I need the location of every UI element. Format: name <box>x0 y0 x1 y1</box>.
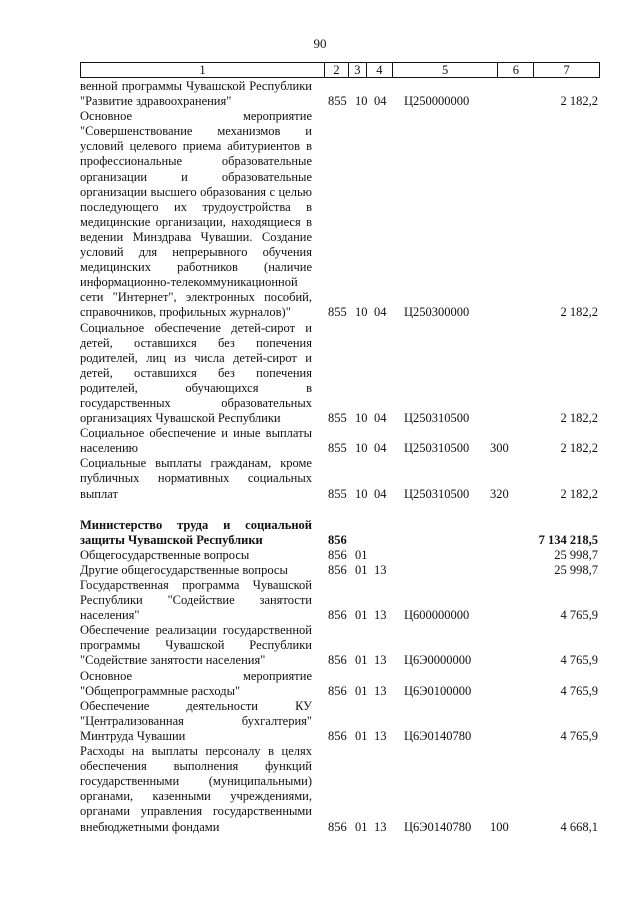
ministry-code: 855 <box>328 94 347 109</box>
section-code: 01 <box>355 653 368 668</box>
table-row <box>80 109 600 320</box>
subsection-code: 04 <box>374 305 387 320</box>
amount: 4 765,9 <box>560 683 598 698</box>
amount: 2 182,2 <box>560 441 598 456</box>
header-col-3: 3 <box>349 63 367 77</box>
section-code: 01 <box>355 608 368 623</box>
amount: 7 134 218,5 <box>538 532 598 547</box>
section-code: 01 <box>355 562 368 577</box>
row-name: Общегосударственные вопросы <box>80 547 250 562</box>
target-article-code: Ц6Э0000000 <box>404 653 472 668</box>
table-row <box>80 426 600 456</box>
subsection-code: 04 <box>374 486 387 501</box>
section-code: 10 <box>355 94 368 109</box>
amount: 4 765,9 <box>560 608 598 623</box>
subsection-code: 13 <box>374 653 387 668</box>
header-col-2: 2 <box>325 63 349 77</box>
table-row <box>80 79 600 109</box>
section-code: 10 <box>355 486 368 501</box>
expense-type-code: 320 <box>490 486 509 501</box>
target-article-code: Ц250300000 <box>404 305 470 320</box>
target-article-code: Ц6Э0100000 <box>404 683 472 698</box>
ministry-code: 855 <box>328 486 347 501</box>
row-name: Министерство труда и социальной защиты Чувашской Республики <box>80 517 312 547</box>
target-article-code: Ц250310500 <box>404 441 470 456</box>
target-article-code: Ц250310500 <box>404 411 470 426</box>
amount: 2 182,2 <box>560 411 598 426</box>
section-code: 10 <box>355 441 368 456</box>
amount: 2 182,2 <box>560 305 598 320</box>
page-number: 90 <box>313 36 327 51</box>
row-name: Социальное обеспечение детей-сирот и детей, оставшихся без попечения родителей, лиц из числа детей-сирот и детей, оставшихся без попечения родителей, обучающихся в государственных образовательных организациях Чувашской Республики <box>80 320 312 426</box>
subsection-code: 13 <box>374 683 387 698</box>
row-name: Обеспечение реализации государственной программы Чувашской Республики "Содействие занятости населения" <box>80 623 312 668</box>
section-code: 10 <box>355 411 368 426</box>
table-row <box>80 623 600 668</box>
amount: 2 182,2 <box>560 486 598 501</box>
section-code: 01 <box>355 547 368 562</box>
ministry-code: 856 <box>328 728 347 743</box>
table-row <box>80 563 600 578</box>
header-col-5: 5 <box>393 63 499 77</box>
header-col-7: 7 <box>563 63 570 77</box>
amount: 25 998,7 <box>554 547 598 562</box>
ministry-code: 856 <box>328 532 347 547</box>
ministry-code: 856 <box>328 608 347 623</box>
section-code: 01 <box>355 819 368 834</box>
ministry-code: 855 <box>328 441 347 456</box>
table-row <box>80 321 600 427</box>
ministry-code: 856 <box>328 547 347 562</box>
row-name: Социальное обеспечение и иные выплаты населению <box>80 426 312 456</box>
subsection-code: 04 <box>374 94 387 109</box>
target-article-code: Ц6Э0140780 <box>404 819 472 834</box>
subsection-code: 04 <box>374 441 387 456</box>
target-article-code: Ц600000000 <box>404 608 470 623</box>
subsection-code: 13 <box>374 562 387 577</box>
target-article-code: Ц250310500 <box>404 486 470 501</box>
subsection-code: 13 <box>374 819 387 834</box>
section-code: 01 <box>355 728 368 743</box>
budget-table-body <box>80 79 600 835</box>
table-row <box>80 578 600 623</box>
table-row <box>80 744 600 835</box>
row-name: Обеспечение деятельности КУ "Централизованная бухгалтерия" Минтруда Чувашии <box>80 698 312 743</box>
table-row-ministry <box>80 518 600 548</box>
table-header <box>80 62 600 78</box>
row-name: Государственная программа Чувашской Республики "Содействие занятости населения" <box>80 578 312 623</box>
row-name: венной программы Чувашской Республики "Развитие здравоохранения" <box>80 79 312 109</box>
row-name: Основное мероприятие "Общепрограммные расходы" <box>80 668 312 698</box>
target-article-code: Ц6Э0140780 <box>404 728 472 743</box>
expense-type-code: 300 <box>490 441 509 456</box>
ministry-code: 855 <box>328 305 347 320</box>
table-row <box>80 669 600 699</box>
amount: 4 765,9 <box>560 728 598 743</box>
row-name: Другие общегосударственные вопросы <box>80 562 288 577</box>
row-name: Расходы на выплаты персоналу в целях обеспечения выполнения функций государственными (муниципальными) органами, казенными учреждениями, органами управления государственными внебюджетными фондами <box>80 744 312 834</box>
ministry-code: 856 <box>328 653 347 668</box>
ministry-code: 855 <box>328 411 347 426</box>
header-col-4: 4 <box>367 63 393 77</box>
subsection-code: 04 <box>374 411 387 426</box>
table-row <box>80 456 600 501</box>
subsection-code: 13 <box>374 728 387 743</box>
amount: 2 182,2 <box>560 94 598 109</box>
table-row <box>80 699 600 744</box>
row-name: Социальные выплаты гражданам, кроме публичных нормативных социальных выплат <box>80 456 312 501</box>
header-col-6: 6 <box>498 63 534 77</box>
table-row <box>80 548 600 563</box>
section-code: 01 <box>355 683 368 698</box>
header-col-1: 1 <box>81 63 325 77</box>
ministry-code: 856 <box>328 683 347 698</box>
amount: 4 765,9 <box>560 653 598 668</box>
row-name: Основное мероприятие "Совершенствование механизмов и условий целевого приема абитуриентов в профессиональные образовательные организации и образовательные организации высшего образования с целью последующего их трудоустройства в медицинские организации, находящиеся в ведении Минздрава Чувашии. Создание условий для непрерывного обучения медицинских работников (наличие информационно-телекоммуникационной сети "Интернет", электронных пособий, справочников, профильных журналов)" <box>80 109 312 320</box>
amount: 25 998,7 <box>554 562 598 577</box>
expense-type-code: 100 <box>490 819 509 834</box>
amount: 4 668,1 <box>560 819 598 834</box>
ministry-code: 856 <box>328 819 347 834</box>
subsection-code: 13 <box>374 608 387 623</box>
target-article-code: Ц250000000 <box>404 94 470 109</box>
ministry-code: 856 <box>328 562 347 577</box>
section-code: 10 <box>355 305 368 320</box>
